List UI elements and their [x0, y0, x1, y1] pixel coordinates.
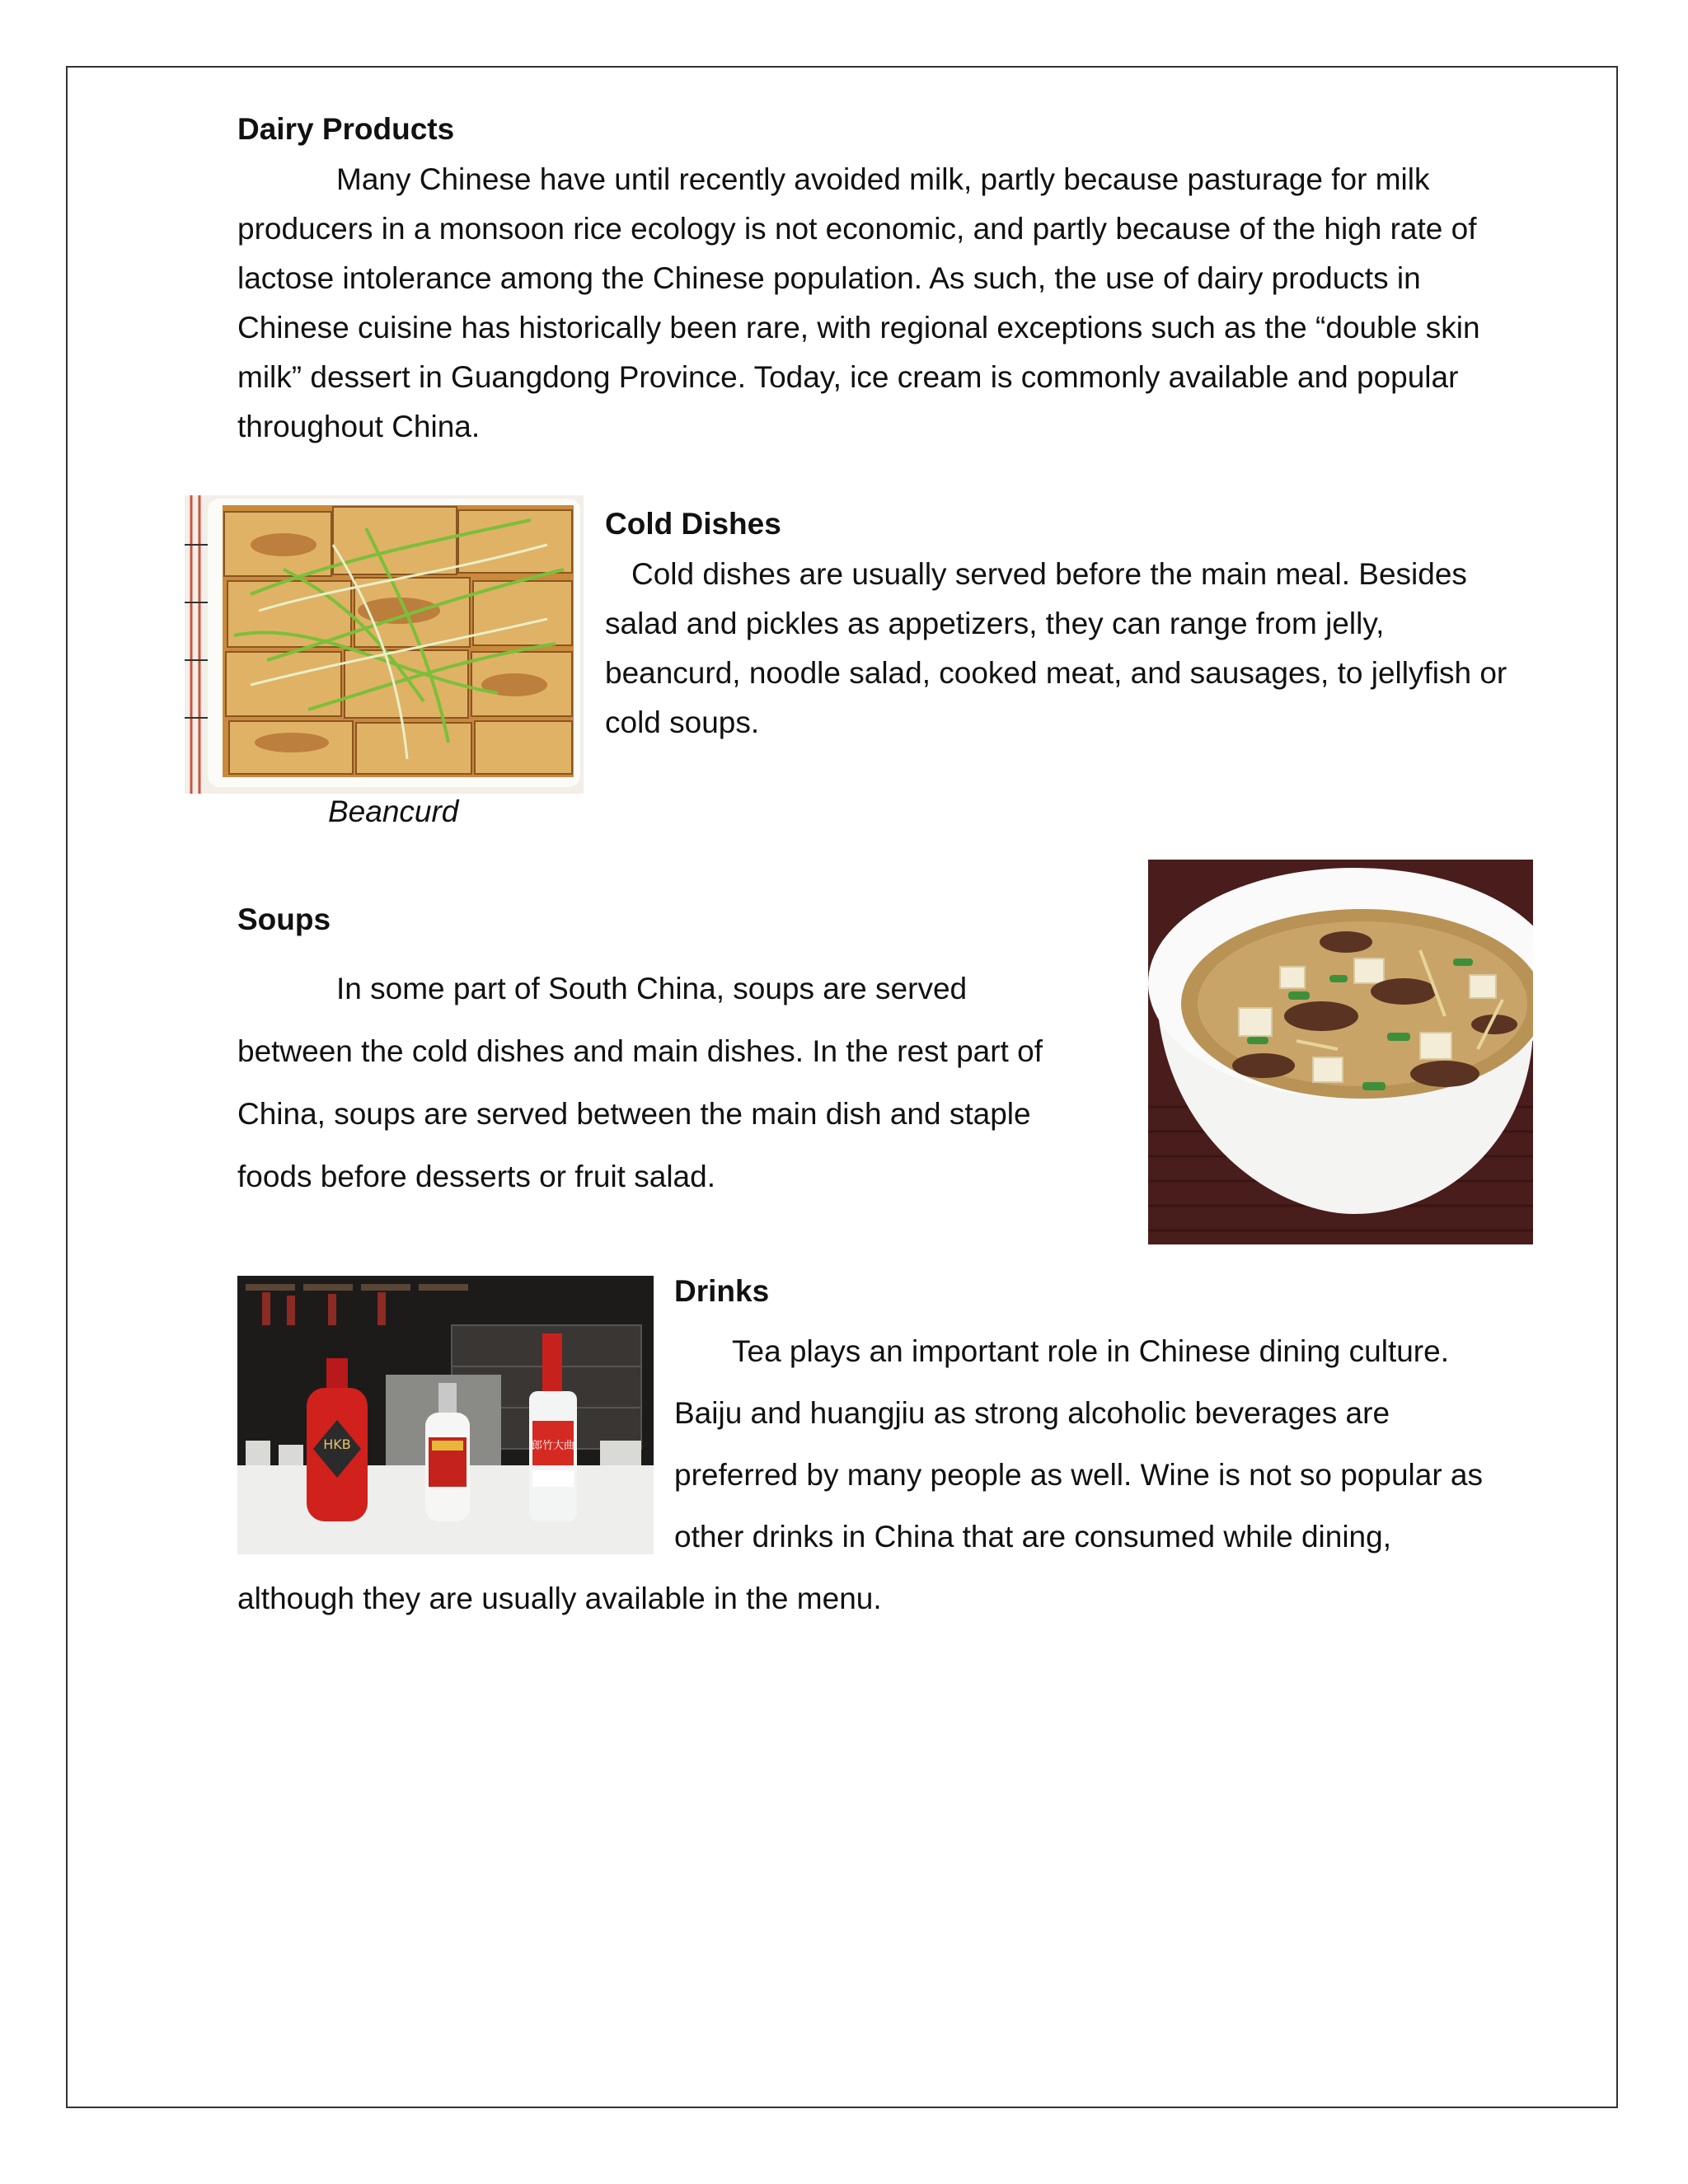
hkb-label: HKB — [323, 1436, 351, 1452]
beancurd-photo — [185, 495, 584, 794]
bamboo-label: 郎竹大曲 — [531, 1440, 575, 1452]
drinks-line: Tea plays an important role in Chinese dining culture. — [732, 1334, 1449, 1368]
soups-heading: Soups — [237, 902, 331, 936]
dairy-paragraph — [237, 155, 1480, 452]
drinks-line: preferred by many people as well. Wine is not so popular as — [674, 1458, 1484, 1492]
cold-dishes-line: salad and pickles as appetizers, they can range from jelly, — [605, 607, 1385, 640]
beancurd-caption: Beancurd — [328, 794, 459, 828]
drinks-line: Baiju and huangjiu as strong alcoholic beverages are — [674, 1396, 1390, 1430]
drinks-line: other drinks in China that are consumed while dining, — [674, 1520, 1391, 1554]
soups-line: between the cold dishes and main dishes. In the rest part of — [237, 1034, 1043, 1068]
drinks-paragraph — [674, 1320, 1483, 1568]
soups-line: In some part of South China, soups are served — [336, 972, 968, 1005]
dairy-line: producers in a monsoon rice ecology is not economic, and partly because of the high rate of — [237, 212, 1477, 246]
soups-line: foods before desserts or fruit salad. — [237, 1160, 715, 1193]
liquor-bottles-photo — [237, 1276, 654, 1554]
dairy-line: lactose intolerance among the Chinese population. As such, the use of dairy products in — [237, 261, 1421, 295]
drinks-line: although they are usually available in the menu. — [237, 1582, 882, 1615]
dairy-line: throughout China. — [237, 410, 481, 443]
soups-line: China, soups are served between the main dish and staple — [237, 1097, 1031, 1131]
hot-sour-soup-photo — [1148, 860, 1533, 1244]
drinks-paragraph-end — [237, 1568, 882, 1629]
dairy-heading: Dairy Products — [237, 112, 455, 146]
drinks-heading: Drinks — [674, 1274, 770, 1308]
dairy-line: Chinese cuisine has historically been rare, with regional exceptions such as the “double skin — [237, 311, 1480, 344]
cold-dishes-heading: Cold Dishes — [605, 507, 781, 541]
dairy-line: milk” dessert in Guangdong Province. Today, ice cream is commonly available and popular — [237, 360, 1459, 394]
soups-paragraph — [237, 958, 1043, 1208]
cold-dishes-line: Cold dishes are usually served before the main meal. Besides — [631, 557, 1467, 591]
dairy-line: Many Chinese have until recently avoided milk, partly because pasturage for milk — [336, 162, 1430, 196]
cold-dishes-line: beancurd, noodle salad, cooked meat, and sausages, to jellyfish or — [605, 656, 1507, 690]
cold-dishes-paragraph — [605, 550, 1507, 748]
cold-dishes-line: cold soups. — [605, 705, 760, 739]
